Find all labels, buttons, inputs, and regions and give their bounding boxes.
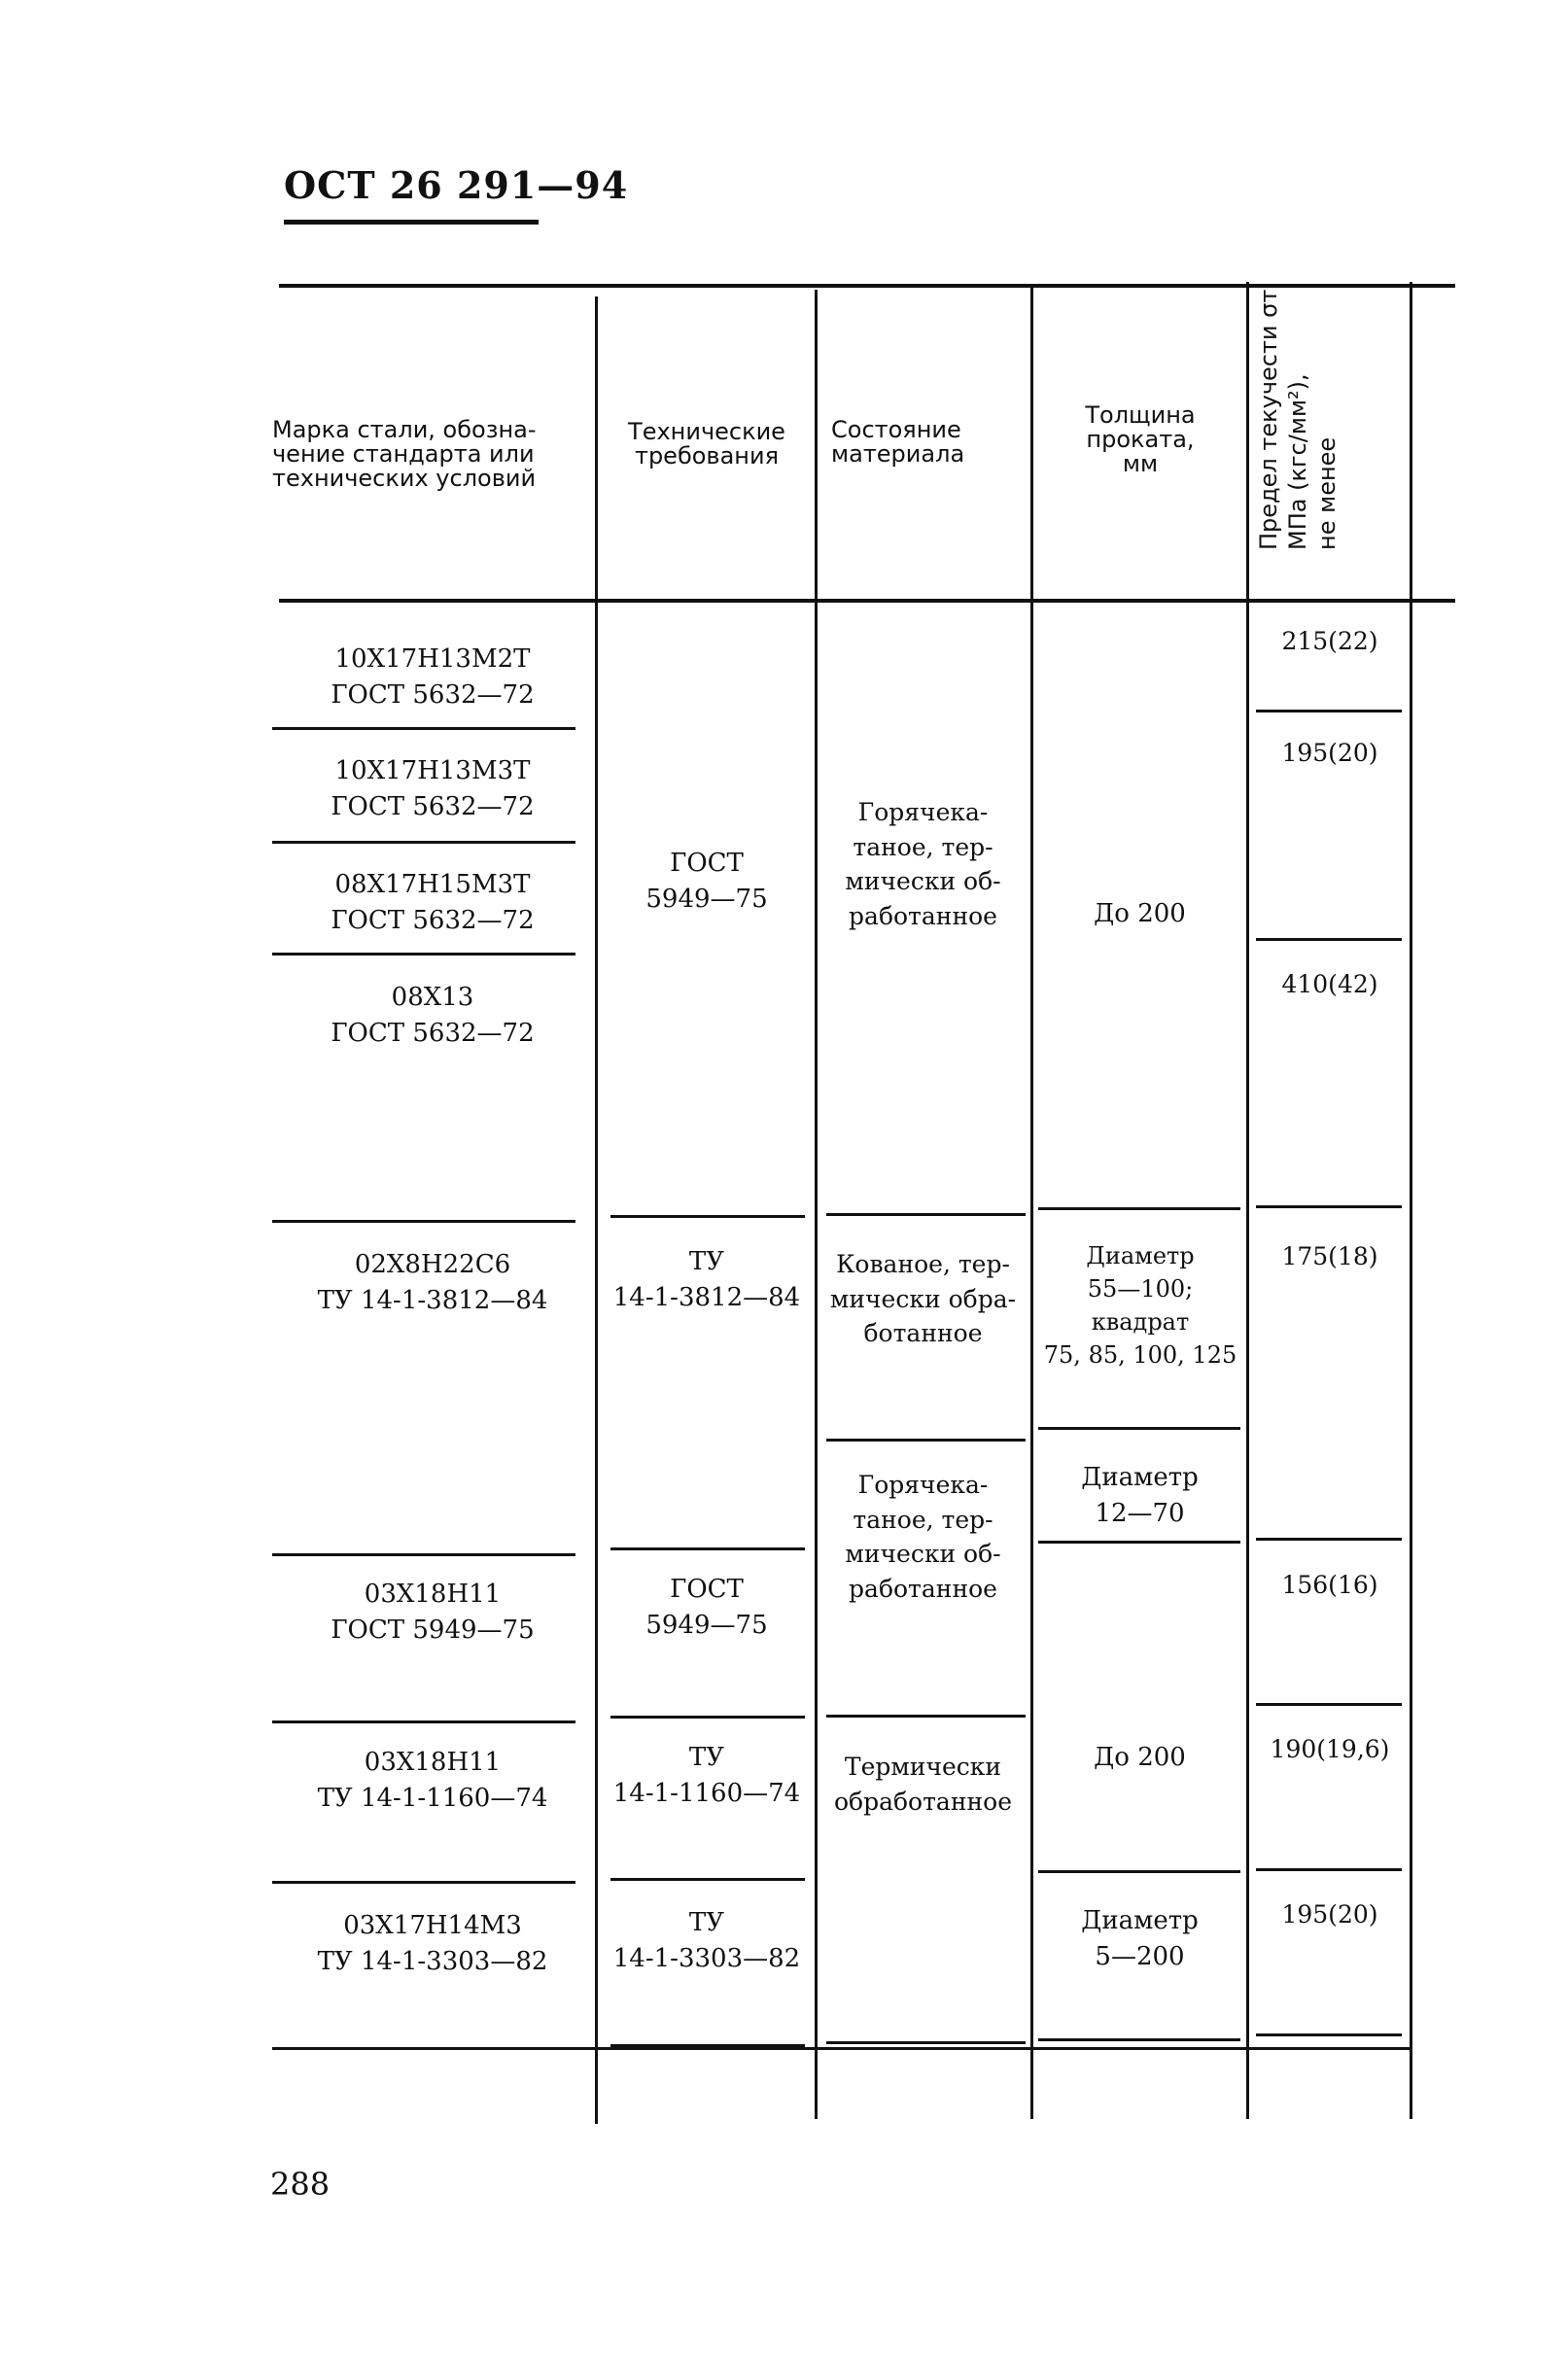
row-rule: [272, 841, 575, 844]
condition-forged: Кованое, тер- мически обра- ботанное: [829, 1250, 1017, 1347]
row-rule: [1038, 2038, 1240, 2041]
row-rule: [826, 2041, 1026, 2044]
yield-215-22: 215(22): [1281, 627, 1378, 655]
row-rule: [610, 1547, 805, 1550]
header-thickness: Толщина проката, мм: [1085, 401, 1196, 478]
condition-heat-treated: Термически обработанное: [833, 1753, 1013, 1816]
thickness-up-to-200-a: До 200: [1094, 899, 1186, 928]
steel-grade-08x13: 08Х13 ГОСТ 5632—72: [331, 983, 535, 1048]
row-rule: [1256, 1868, 1402, 1871]
header-material-condition: Состояние материала: [831, 416, 965, 469]
row-rule: [1038, 1870, 1240, 1873]
header-tech-requirements: Технические требования: [628, 418, 785, 470]
row-rule: [272, 953, 575, 956]
row-rule: [826, 1213, 1026, 1216]
column-divider-1: [595, 296, 598, 2124]
steel-grade-10x17h13m2t: 10Х17Н13М2Т ГОСТ 5632—72: [331, 644, 535, 710]
row-rule: [826, 1439, 1026, 1442]
yield-175-18: 175(18): [1281, 1242, 1378, 1270]
tech-req-gost-5949-b: ГОСТ 5949—75: [645, 1575, 768, 1640]
column-divider-5: [1410, 282, 1412, 2119]
thickness-diameter-5-200: Диаметр 5—200: [1081, 1906, 1199, 1971]
page-number: 288: [270, 2166, 331, 2203]
steel-grade-08x17h15m3t: 08Х17Н15М3Т ГОСТ 5632—72: [331, 870, 535, 935]
column-divider-3: [1030, 287, 1033, 2119]
row-rule: [272, 1220, 575, 1223]
thickness-diameter-12-70: Диаметр 12—70: [1081, 1463, 1199, 1528]
row-rule: [1256, 1703, 1402, 1706]
yield-195-20-a: 195(20): [1281, 739, 1378, 767]
steel-grade-10x17h13m3t: 10Х17Н13М3Т ГОСТ 5632—72: [331, 756, 535, 821]
row-rule: [272, 1720, 575, 1723]
row-rule: [272, 727, 575, 730]
yield-190-19-6: 190(19,6): [1270, 1735, 1390, 1763]
row-rule: [1256, 938, 1402, 941]
steel-grade-02x8h22c6: 02Х8Н22С6 ТУ 14-1-3812—84: [317, 1250, 548, 1315]
row-rule: [272, 1881, 575, 1884]
steel-grade-03x17h14m3: 03Х17Н14М3 ТУ 14-1-3303—82: [317, 1911, 548, 1976]
row-rule: [1038, 1427, 1240, 1430]
row-rule: [1256, 1538, 1402, 1541]
row-rule: [826, 1715, 1026, 1718]
tech-req-tu-3812: ТУ 14-1-3812—84: [612, 1247, 801, 1312]
steel-grade-03x18h11-tu: 03Х18Н11 ТУ 14-1-1160—74: [317, 1748, 548, 1813]
row-rule: [1038, 1541, 1240, 1544]
tech-req-tu-1160: ТУ 14-1-1160—74: [612, 1743, 801, 1808]
row-rule: [1256, 2033, 1402, 2036]
condition-hot-rolled-1: Горячека- таное, тер- мически об- работанное: [845, 798, 1001, 930]
table-bottom-rule: [272, 2047, 1410, 2050]
column-divider-2: [815, 290, 818, 2119]
yield-410-42: 410(42): [1281, 970, 1378, 998]
header-bottom-rule: [279, 599, 1455, 603]
thickness-diameter-55-100: Диаметр 55—100; квадрат 75, 85, 100, 125: [1043, 1242, 1237, 1370]
row-rule: [610, 1215, 805, 1218]
row-rule: [610, 1716, 805, 1719]
header-steel-grade: Марка стали, обозна- чение стандарта или технических условий: [272, 416, 537, 493]
row-rule: [272, 1553, 575, 1556]
yield-156-16: 156(16): [1281, 1571, 1378, 1599]
row-rule: [610, 2044, 805, 2047]
header-yield-strength: Предел текучести σт, МПа (кгс/мм²), не менее: [1255, 282, 1341, 550]
row-rule: [610, 1878, 805, 1881]
yield-195-20-b: 195(20): [1281, 1900, 1378, 1929]
thickness-up-to-200-b: До 200: [1094, 1743, 1186, 1772]
column-divider-4: [1246, 282, 1249, 2119]
steel-grade-03x18h11-gost: 03Х18Н11 ГОСТ 5949—75: [331, 1580, 535, 1645]
tech-req-gost-5949: ГОСТ 5949—75: [645, 849, 768, 914]
condition-hot-rolled-2: Горячека- таное, тер- мически об- работанное: [845, 1471, 1001, 1603]
row-rule: [1256, 710, 1402, 712]
row-rule: [1038, 1207, 1240, 1210]
row-rule: [1256, 1205, 1402, 1208]
title-underline: [284, 220, 539, 225]
tech-req-tu-3303: ТУ 14-1-3303—82: [612, 1908, 801, 1973]
document-title: ОСТ 26 291—94: [284, 163, 629, 207]
